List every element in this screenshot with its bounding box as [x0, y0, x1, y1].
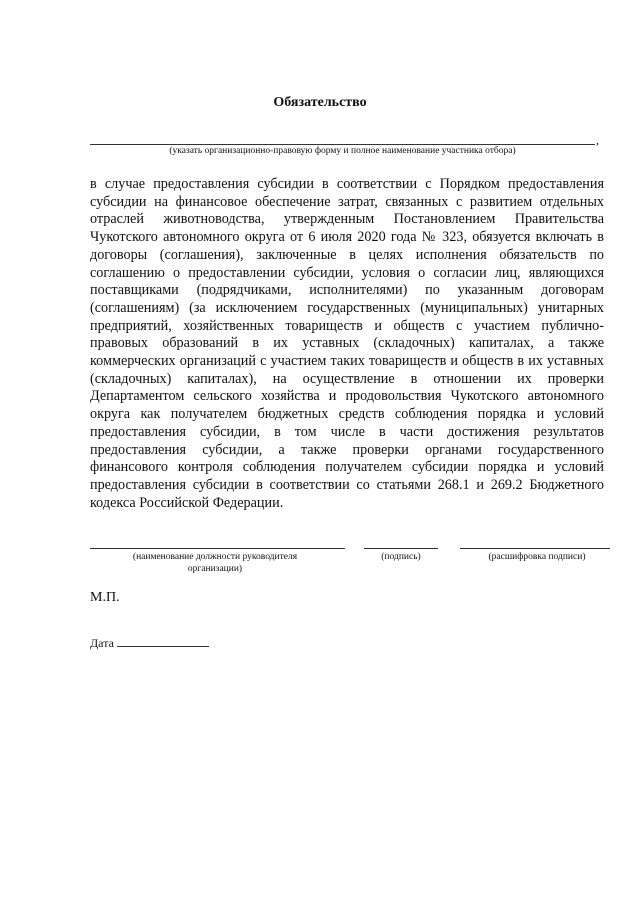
date-label: Дата — [90, 636, 114, 650]
date-blank-line — [117, 636, 209, 647]
signature-hint: (подпись) — [381, 552, 421, 562]
position-hint: (наименование должности руководителя организации) — [132, 552, 298, 574]
organization-name-hint: (указать организационно-правовую форму и полное наименование участника отбора) — [169, 146, 516, 156]
obligation-body-text: в случае предоставления субсидии в соответствии с Порядком предоставления субсидии на финансовое обеспечение затрат, связанных с развитием отдельных отраслей животноводства, утвержденным Постановлением Правительства Чукотского автономного округа от 6 июля 2020 года № 323, обязуется включать в договоры (соглашения), заключенные в целях исполнения обязательств по соглашению о предоставлении субсидии, условия о согласии лиц, являющихся поставщиками (подрядчиками, исполнителями) по указанным договорам (соглашениям) (за исключением государственных (муниципальных) унитарных предприятий, хозяйственных товариществ и обществ с участием публично-правовых образований в их уставных (складочных) капиталах, а также коммерческих организаций с участием таких товариществ и обществ в их уставных (складочных) капиталах), на осуществление в отношении их проверки Департаментом сельского хозяйства и продовольствия Чукотского автономного округа как получателем бюджетных средств соблюдения порядка и условий предоставления субсидии, в том числе в части достижения результатов предоставления субсидии, а также проверки органами государственного финансового контроля соблюдения получателем субсидии порядка и условий предоставления субсидии в соответствии со статьями 268.1 и 269.2 Бюджетного кодекса Российской Федерации. — [90, 176, 604, 511]
date-row — [90, 636, 209, 651]
signature-line — [364, 548, 438, 549]
organization-name-line — [90, 144, 595, 145]
position-signature-line — [90, 548, 345, 549]
signature-decode-line — [460, 548, 610, 549]
organization-line-comma: , — [596, 133, 599, 147]
stamp-placeholder: М.П. — [90, 590, 120, 605]
signature-decode-hint: (расшифровка подписи) — [488, 552, 586, 562]
document-title: Обязательство — [273, 95, 367, 110]
